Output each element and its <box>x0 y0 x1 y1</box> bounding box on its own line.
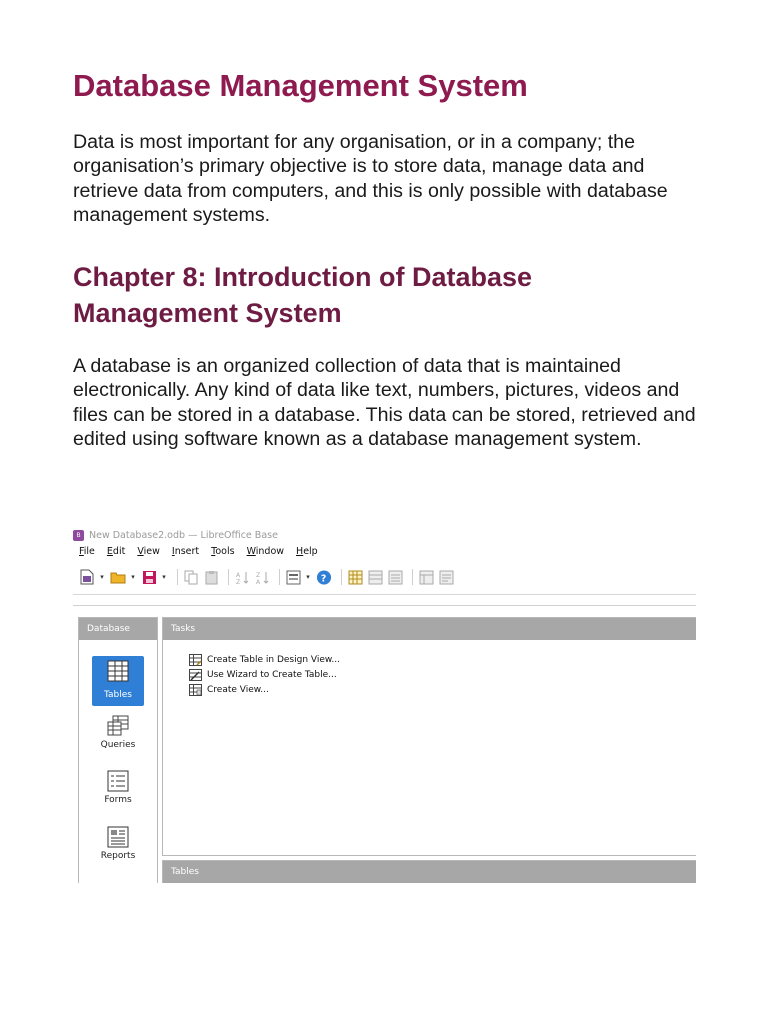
toolbar-separator <box>279 569 280 585</box>
libreoffice-base-screenshot <box>73 524 696 883</box>
create-view-icon <box>189 684 202 696</box>
form-dropdown-arrow-icon[interactable]: ▾ <box>306 573 310 581</box>
task-create-table-design[interactable] <box>189 652 340 667</box>
task-label: Use Wizard to Create Table... <box>207 669 337 680</box>
menu-insert[interactable]: Insert <box>171 546 200 557</box>
toolbar-separator <box>177 569 178 585</box>
nav-reports-label: Reports <box>100 851 136 861</box>
report-wizard-icon[interactable] <box>438 569 454 585</box>
database-panel-header: Database <box>79 618 157 640</box>
nav-tables-label: Tables <box>104 690 132 700</box>
form-view-icon[interactable] <box>285 569 301 585</box>
forms-icon <box>107 770 129 792</box>
menu-edit[interactable]: Edit <box>106 546 126 557</box>
database-panel <box>78 617 158 883</box>
window-title: New Database2.odb — LibreOffice Base <box>89 529 278 541</box>
table-wizard-icon <box>189 669 202 681</box>
task-label: Create Table in Design View... <box>207 654 341 665</box>
open-folder-icon[interactable] <box>110 569 126 585</box>
toolbar-separator <box>341 569 342 585</box>
report-icon[interactable] <box>418 569 434 585</box>
copy-icon[interactable] <box>183 569 199 585</box>
tables-panel <box>162 860 696 883</box>
save-icon[interactable] <box>141 569 157 585</box>
toolbar-divider <box>73 594 696 595</box>
table-icon[interactable] <box>347 569 363 585</box>
save-dropdown-arrow-icon[interactable]: ▾ <box>162 573 166 581</box>
intro-paragraph: Data is most important for any organisation, or in a company; the organisation’s primary objective is to store data, manage data and retrieve data from computers, and this is only possible with database management systems. <box>73 131 668 226</box>
svg-text:?: ? <box>320 572 327 584</box>
toolbar-separator <box>228 569 229 585</box>
sort-descending-icon[interactable] <box>254 569 270 585</box>
tables-panel-header: Tables <box>163 861 696 883</box>
nav-queries[interactable] <box>79 715 157 750</box>
queries-icon <box>107 715 129 737</box>
task-wizard-create-table[interactable] <box>189 667 340 682</box>
definition-paragraph: A database is an organized collection of data that is maintained electronically. Any kind of data like text, numbers, pictures, videos and files can be stored in a database. This data can be stored, retrieved and edited using software known as a database management system. <box>73 355 696 450</box>
nav-reports[interactable] <box>79 826 157 861</box>
tasks-panel <box>162 617 696 856</box>
help-icon[interactable] <box>316 569 332 585</box>
page-title: Database Management System <box>73 68 528 103</box>
new-dropdown-arrow-icon[interactable]: ▾ <box>100 573 104 581</box>
menubar <box>79 546 330 562</box>
svg-text:A: A <box>235 571 240 579</box>
svg-text:A: A <box>255 578 260 585</box>
paste-icon[interactable] <box>203 569 219 585</box>
task-create-view[interactable] <box>189 682 340 697</box>
menu-help[interactable]: Help <box>296 546 318 557</box>
nav-forms[interactable] <box>79 770 157 805</box>
nav-forms-label: Forms <box>104 795 132 805</box>
open-dropdown-arrow-icon[interactable]: ▾ <box>131 573 135 581</box>
tasks-panel-header: Tasks <box>163 618 696 640</box>
svg-text:Z: Z <box>235 578 240 585</box>
nav-tables-highlight <box>92 656 144 706</box>
toolbar-separator <box>412 569 413 585</box>
menu-window[interactable]: Window <box>246 546 285 557</box>
tables-icon <box>107 660 129 686</box>
menu-tools[interactable]: Tools <box>211 546 235 557</box>
chapter-heading: Chapter 8: Introduction of Database Management System <box>73 262 533 328</box>
libreoffice-base-icon: B <box>73 530 84 541</box>
svg-text:Z: Z <box>255 571 260 579</box>
task-label: Create View... <box>207 684 269 695</box>
standard-toolbar <box>79 566 458 588</box>
nav-queries-label: Queries <box>100 740 136 750</box>
reports-icon <box>107 826 129 848</box>
new-document-icon[interactable] <box>79 569 95 585</box>
sort-ascending-icon[interactable] <box>234 569 250 585</box>
nav-tables[interactable] <box>79 656 157 706</box>
menu-view[interactable]: View <box>137 546 160 557</box>
menu-file[interactable]: File <box>79 546 95 557</box>
task-list <box>189 652 340 697</box>
design-table-icon <box>189 654 202 666</box>
toolbar-divider <box>73 605 696 606</box>
query-icon[interactable] <box>367 569 383 585</box>
window-titlebar <box>73 527 278 543</box>
form-icon[interactable] <box>387 569 403 585</box>
